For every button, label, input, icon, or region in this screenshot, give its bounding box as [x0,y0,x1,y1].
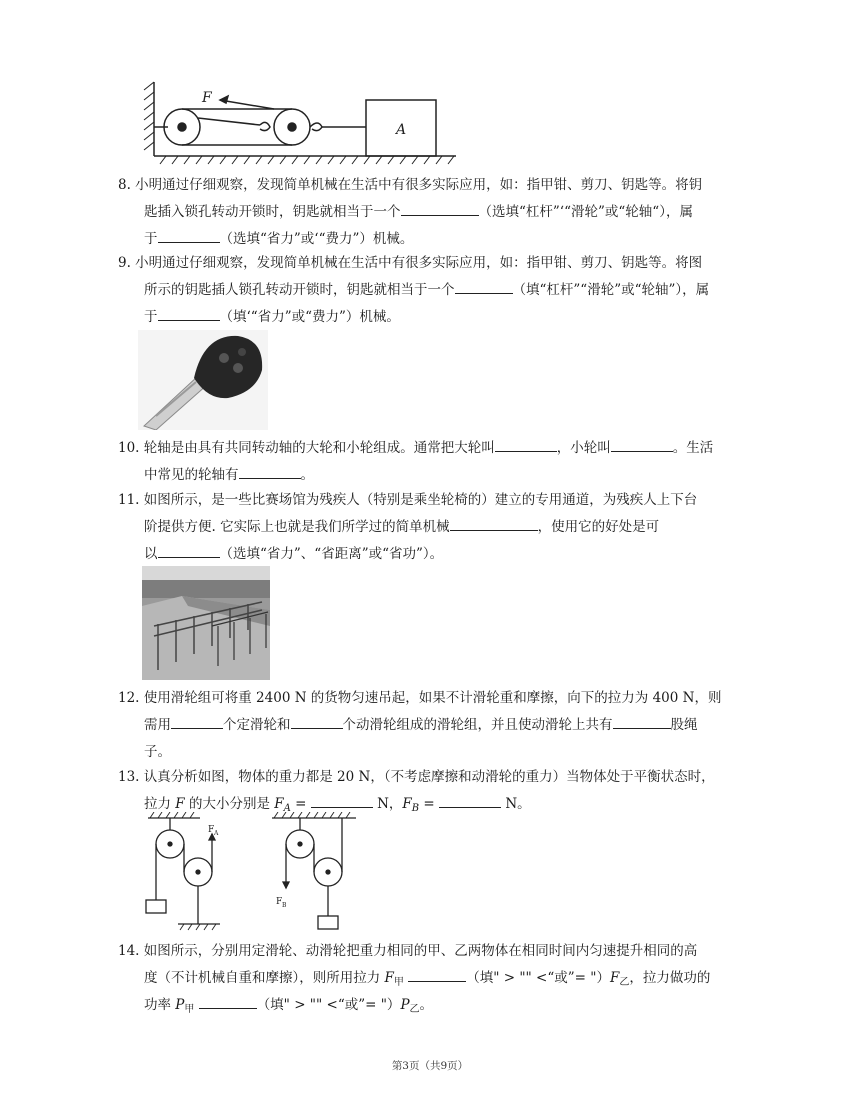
fb-figure-sub: B [282,902,287,909]
fb-symbol: F [402,796,412,812]
jia-subscript: 甲 [393,977,404,988]
f-symbol: F [384,970,394,986]
q12-line1: 12. 使用滑轮组可将重 2400 N 的货物匀速吊起，如果不计滑轮重和摩擦，向下的拉力为 400 N，则 [118,690,722,706]
q10-line1b: ，小轮叫 [556,440,611,456]
fa-figure-sub: A [214,830,219,837]
yi-subscript: 乙 [619,977,630,988]
q13-line2a: 拉力 [144,796,176,812]
question-13 [118,764,758,818]
q12-line2d: 股绳 [670,717,698,733]
answer-blank[interactable] [611,436,673,452]
unit-1: N， [372,796,403,812]
q12-line2a: 需用 [144,717,171,733]
q8-line2b: （选填“杠杆”‘“滑轮”或“轮轴“），属 [478,204,693,220]
q13-line1: 13. 认真分析如图，物体的重力都是 20 N，（不考虑摩擦和动滑轮的重力）当物体处于平衡状态时， [118,769,715,785]
q9-line2b: （填“杠杆”“滑轮”或“轮轴”），属 [512,282,710,298]
question-9 [118,250,758,331]
p-symbol: P [175,997,185,1013]
q14-line2b: （填" > "" <“或”= "） [466,970,610,986]
q14-line3b: （填" > "" <“或”= "） [256,997,401,1013]
force-symbol: F [175,796,185,812]
q14-line1: 14. 如图所示，分别用定滑轮、动滑轮把重力相同的甲、乙两物体在相同时间内匀速提升相同的高 [118,943,698,959]
q11-line2b: ，使用它的好处是可 [537,519,660,535]
question-11 [118,487,758,568]
answer-blank[interactable] [408,966,466,982]
q11-line2a: 阶提供方便. 它实际上也就是我们所学过的简单机械 [144,519,450,535]
q8-line3a: 于 [144,231,158,247]
q12-line3: 子。 [144,744,171,760]
question-8 [118,172,758,253]
answer-blank[interactable] [199,993,257,1009]
fa-subscript: A [283,803,291,814]
answer-blank[interactable] [495,436,557,452]
jia-subscript: 甲 [184,1004,195,1015]
block-label: A [396,122,407,138]
q9-line3b: （填‘“省力”或“费力”）机械。 [219,309,400,325]
unit-2: N。 [501,796,531,812]
equals-sign: = [419,796,440,812]
q14-line3a: 功率 [144,997,176,1013]
q14-line2a: 度（不计机械自重和摩擦），则所用拉力 [144,970,385,986]
fa-figure-label: F [208,825,215,835]
f-symbol: F [609,970,620,986]
q9-line2a: 所示的钥匙插人锁孔转动开锁时，钥匙就相当于一个 [144,282,455,298]
q9-line1: 9. 小明通过仔细观察，发现简单机械在生活中有很多实际应用，如：指甲钳、剪刀、钥匙等。将图 [118,255,703,271]
equals-sign: = [290,796,311,812]
q12-line2c: 个动滑轮组成的滑轮组，并且使动滑轮上共有 [342,717,613,733]
answer-blank[interactable] [291,713,343,729]
yi-subscript: 乙 [409,1004,420,1015]
answer-blank[interactable] [401,200,479,216]
answer-blank[interactable] [311,792,373,808]
fa-symbol: F [274,796,284,812]
q14-line3c: 。 [419,997,434,1013]
pulley-block-figure [140,80,470,168]
q10-line1a: 10. 轮轴是由具有共同转动轴的大轮和小轮组成。通常把大轮叫 [118,440,495,456]
car-key-image [138,330,268,430]
q11-line3b: （选填“省力”、“省距离”或“省功”）。 [219,546,444,562]
q11-line3a: 以 [144,546,158,562]
q8-line3b: （选填“省力”或‘“费力”）机械。 [219,231,414,247]
fb-subscript: B [411,803,420,814]
q8-line1: 8. 小明通过仔细观察，发现简单机械在生活中有很多实际应用，如：指甲钳、剪刀、钥匙等。将钥 [118,177,703,193]
pulley-pair-figure [140,812,370,936]
q10-line2b: 。 [300,467,314,483]
page-footer: 第3页（共9页） [391,1060,469,1072]
question-14 [118,938,758,1019]
answer-blank[interactable] [158,227,220,243]
answer-blank[interactable] [171,713,223,729]
q10-line1c: 。生活 [672,440,714,456]
force-label: F [202,90,212,106]
q8-line2a: 匙插入锁孔转动开锁时，钥匙就相当于一个 [144,204,401,220]
q10-line2a: 中常见的轮轴有 [144,467,239,483]
answer-blank[interactable] [455,278,513,294]
answer-blank[interactable] [450,515,538,531]
q14-line2c: ，拉力做功的 [629,970,711,986]
q9-line3a: 于 [144,309,158,325]
q13-line2c: 的大小分别是 [184,796,275,812]
q12-line2b: 个定滑轮和 [223,717,291,733]
answer-blank[interactable] [613,713,671,729]
answer-blank[interactable] [439,792,501,808]
answer-blank[interactable] [158,305,220,321]
p-symbol: P [400,997,410,1013]
answer-blank[interactable] [239,463,301,479]
question-10 [118,435,758,489]
ramp-photo [142,566,270,680]
answer-blank[interactable] [158,542,220,558]
q11-line1: 11. 如图所示，是一些比赛场馆为残疾人（特别是乘坐轮椅的）建立的专用通道，为残疾人上下台 [118,492,698,508]
fb-figure-label: F [276,897,283,907]
question-12 [118,685,758,766]
